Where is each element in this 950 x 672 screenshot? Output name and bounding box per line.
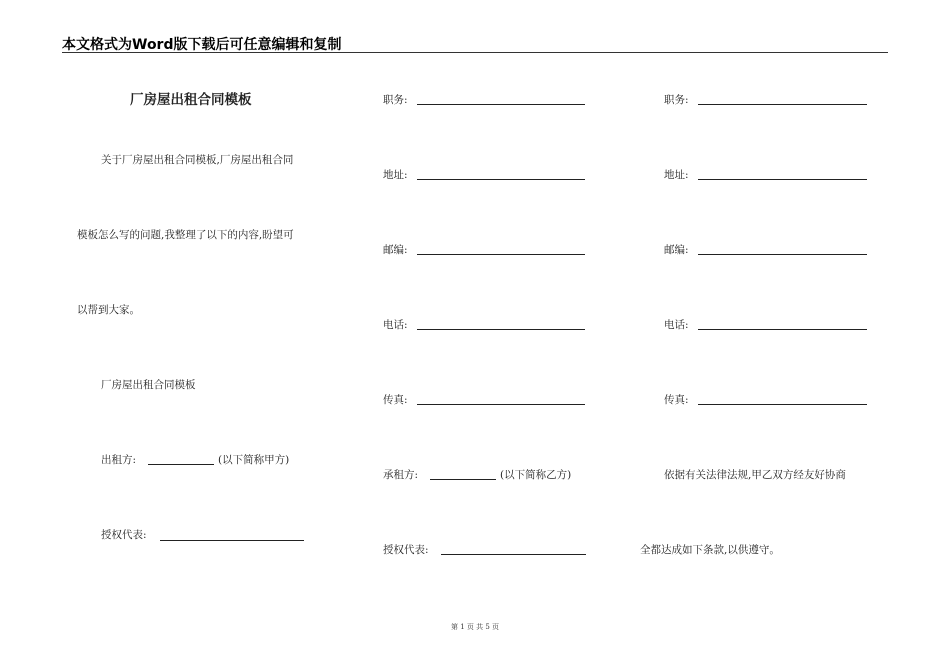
- lessee-position-label: 职务:: [664, 94, 689, 106]
- clause-line-1: 依据有关法律法规,甲乙双方经友好协商: [664, 469, 846, 481]
- intro-line-1: 关于厂房屋出租合同模板,厂房屋出租合同: [101, 154, 294, 166]
- lessor-field[interactable]: [148, 464, 214, 465]
- lessor-postcode-field[interactable]: [417, 254, 585, 255]
- intro-line-3: 以帮到大家。: [77, 304, 140, 316]
- lessor-postcode-label: 邮编:: [383, 244, 408, 256]
- lessee-fax-field[interactable]: [698, 404, 867, 405]
- lessor-position-field[interactable]: [417, 104, 585, 105]
- lessee-field[interactable]: [430, 479, 496, 480]
- header-rule: [62, 52, 888, 53]
- lessee-note: (以下简称乙方): [500, 469, 572, 481]
- lessee-fax-label: 传真:: [664, 394, 689, 406]
- page-number: 第 1 页 共 5 页: [450, 623, 500, 631]
- lessor-position-label: 职务:: [383, 94, 408, 106]
- lessor-address-field[interactable]: [417, 179, 585, 180]
- lessor-rep-field[interactable]: [160, 540, 304, 541]
- lessee-label: 承租方:: [383, 469, 419, 481]
- lessee-position-field[interactable]: [698, 104, 867, 105]
- lessor-note: (以下简称甲方): [218, 454, 290, 466]
- lessee-phone-label: 电话:: [664, 319, 689, 331]
- contract-title: 厂房屋出租合同模板: [130, 92, 252, 108]
- lessee-rep-field[interactable]: [441, 554, 586, 555]
- clause-line-2: 全都达成如下条款,以供遵守。: [640, 544, 780, 556]
- lessor-label: 出租方:: [101, 454, 137, 466]
- document-header: 本文格式为Word版下载后可任意编辑和复制: [62, 37, 342, 53]
- lessor-address-label: 地址:: [383, 169, 408, 181]
- lessor-rep-label: 授权代表:: [101, 529, 147, 541]
- intro-line-2: 模板怎么写的问题,我整理了以下的内容,盼望可: [77, 229, 294, 241]
- lessee-address-field[interactable]: [698, 179, 867, 180]
- lessee-address-label: 地址:: [664, 169, 689, 181]
- lessor-fax-label: 传真:: [383, 394, 408, 406]
- lessor-fax-field[interactable]: [417, 404, 585, 405]
- lessee-rep-label: 授权代表:: [383, 544, 429, 556]
- lessor-phone-field[interactable]: [417, 329, 585, 330]
- lessor-phone-label: 电话:: [383, 319, 408, 331]
- lessee-postcode-field[interactable]: [698, 254, 867, 255]
- lessee-phone-field[interactable]: [698, 329, 867, 330]
- lessee-postcode-label: 邮编:: [664, 244, 689, 256]
- section-subtitle: 厂房屋出租合同模板: [101, 379, 196, 391]
